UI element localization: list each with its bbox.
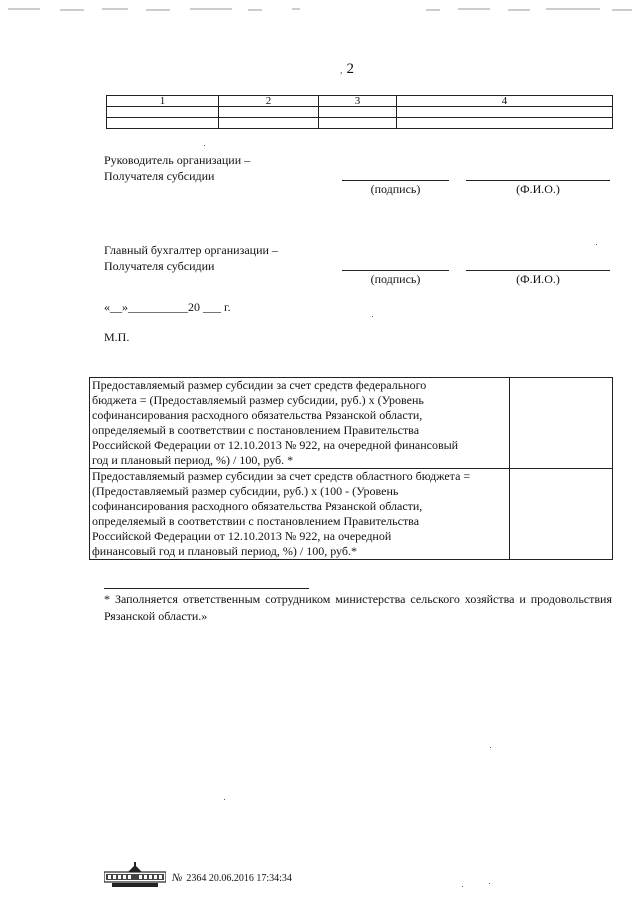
formula-line: финансовый год и плановый период, %) / 100, руб.* (92, 544, 358, 558)
table-row (90, 469, 613, 560)
table-cell (107, 107, 219, 118)
scan-artifacts (0, 0, 640, 14)
footnote: * Заполняется ответственным сотрудником министерства сельского хозяйства и продовольствия Рязанской области.» (104, 592, 612, 623)
registration-text: 2364 20.06.2016 17:34:34 (186, 873, 292, 884)
signer-head-label (104, 152, 250, 184)
formula-line: год и плановый период, %) / 100, руб. * (92, 453, 294, 467)
registration-mark: № (172, 872, 183, 884)
signer-title: Главный бухгалтер организации – (104, 243, 278, 257)
formula-line: бюджета = (Предоставляемый размер субсидии, руб.) х (Уровень (92, 393, 424, 407)
government-emblem-icon (104, 862, 166, 888)
signer-title: Руководитель организации – (104, 153, 251, 167)
scan-speck (489, 883, 490, 884)
regional-subsidy-formula (90, 469, 510, 560)
table-row (107, 118, 613, 129)
table-header-row (107, 96, 613, 107)
registration-stamp (172, 872, 292, 884)
signature-line (342, 270, 449, 271)
signature-caption: (подпись) (370, 272, 421, 286)
signature-caption: (подпись) (370, 182, 421, 196)
formula-line: определяемый в соответствии с постановлением Правительства (92, 423, 420, 437)
table-row (107, 107, 613, 118)
date-line: «__»__________20 ___ г. (104, 300, 231, 314)
formula-line: Предоставляемый размер субсидии за счет средств федерального (92, 378, 427, 392)
name-line (466, 180, 610, 181)
formula-line: софинансирования расходного обязательства Рязанской области, (92, 408, 423, 422)
scan-speck (372, 316, 373, 317)
name-line (466, 270, 610, 271)
formula-line: Российской Федерации от 12.10.2013 № 922, на очередной (92, 529, 392, 543)
table-cell (107, 118, 219, 129)
formula-line: (Предоставляемый размер субсидии, руб.) х (100 - (Уровень (92, 484, 399, 498)
name-caption: (Ф.И.О.) (516, 182, 560, 196)
table-cell (319, 118, 397, 129)
formula-line: софинансирования расходного обязательства Рязанской области, (92, 499, 423, 513)
signature-line (342, 180, 449, 181)
table-header-cell: 1 (107, 96, 219, 107)
scan-speck (490, 747, 491, 748)
table-cell (319, 107, 397, 118)
table-cell (219, 107, 319, 118)
formula-line: определяемый в соответствии с постановлением Правительства (92, 514, 420, 528)
scan-speck (596, 244, 597, 245)
table-cell (219, 118, 319, 129)
federal-subsidy-formula (90, 378, 510, 469)
table-header-cell: 4 (397, 96, 613, 107)
subsidy-table (89, 377, 613, 560)
page-number: , 2 (340, 61, 354, 77)
signer-subtitle: Получателя субсидии (104, 169, 215, 183)
scan-speck (204, 145, 205, 146)
scan-dot: , (340, 65, 343, 76)
scan-speck (462, 886, 463, 887)
scan-speck (224, 799, 225, 800)
table-header-cell: 3 (319, 96, 397, 107)
name-caption: (Ф.И.О.) (516, 272, 560, 286)
table-cell (397, 107, 613, 118)
table-row (90, 378, 613, 469)
table-header-cell: 2 (219, 96, 319, 107)
formula-line: Российской Федерации от 12.10.2013 № 922, на очередной финансовый (92, 438, 459, 452)
footnote-divider (104, 588, 309, 589)
stamp-place-label: М.П. (104, 330, 130, 344)
table-cell (397, 118, 613, 129)
signer-accountant-label (104, 242, 278, 274)
signer-subtitle: Получателя субсидии (104, 259, 215, 273)
top-table (106, 95, 613, 129)
formula-line: Предоставляемый размер субсидии за счет средств областного бюджета = (92, 469, 471, 483)
federal-subsidy-value (510, 378, 613, 469)
regional-subsidy-value (510, 469, 613, 560)
